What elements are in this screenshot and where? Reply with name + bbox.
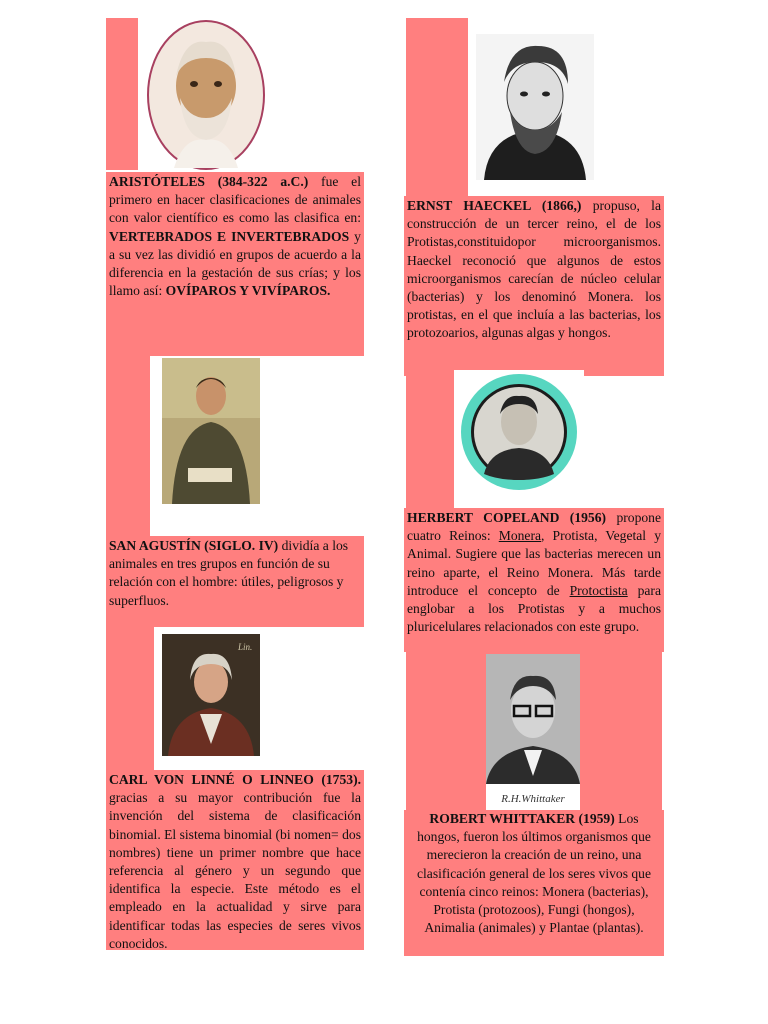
whittaker-text	[404, 810, 664, 956]
copeland-text-1: propone cuatro Reinos:	[407, 510, 661, 544]
aristoteles-text-1: fue el primero en hacer clasificaciones de animales con valor científico es como las clasifica en:	[109, 174, 361, 226]
whittaker-name: ROBERT WHITTAKER (1959)	[429, 811, 615, 826]
copeland-text-2: , Protista, Vegetal y Animal. Sugiere que las bacterias merecen un reino aparte, el Reino Monera. Más tarde introduce el concepto de	[407, 528, 661, 598]
aristoteles-text-2: y a su vez las dividió en grupos de acuerdo a la diferencia en la gestación de sus crías; y los llamo así:	[109, 228, 361, 299]
linneo-portrait	[162, 634, 260, 756]
right-strip-mid	[406, 370, 454, 510]
haeckel-name: ERNST HAECKEL (1866,)	[407, 198, 582, 213]
left-strip-top	[106, 18, 138, 170]
copeland-protoctista: Protoctista	[569, 582, 628, 598]
linneo-name: CARL VON LINNÉ O LINNEO (1753).	[109, 772, 361, 787]
agustin-text	[106, 536, 364, 627]
copeland-name: HERBERT COPELAND (1956)	[407, 510, 607, 525]
copeland-text-3: para englobar a los Protistas y a muchos pluricelulares relacionados con este grupo.	[407, 582, 661, 635]
aristoteles-portrait	[144, 18, 268, 172]
agustin-name: SAN AGUSTÍN (SIGLO. IV)	[109, 538, 279, 553]
haeckel-portrait	[476, 34, 594, 180]
linneo-text	[106, 770, 364, 950]
agustin-body: dividía a los animales en tres grupos en función de su relación con el hombre: útiles, peligrosos y superfluos.	[109, 538, 349, 608]
left-strip-mid	[106, 356, 150, 540]
haeckel-body: propuso, la construcción de un tercer reino, el de los Protistas,constituidopor microorganismos. Haeckel reconoció que algunos de estos microorganismos carecían de núcleo celular (bacterias) y los denominó Monera. los protistas, en el que incluía a las bacterias, los protozoarios, algunas algas y hongos.	[407, 198, 661, 341]
linneo-inscription: Lin.	[238, 642, 253, 652]
aristoteles-keyword-2: OVÍPAROS Y VIVÍPAROS.	[165, 283, 331, 299]
linneo-body: gracias a su mayor contribución fue la invención del sistema de clasificación binomial. El sistema binomial (bi nomen= dos nombres) tiene un primer nombre que hace referencia al género y un segundo que identifica la especie. Este método es el empleado en la actualidad y sirve para identificar todas las especies de seres vivos conocidos.	[109, 790, 361, 951]
whittaker-portrait	[486, 654, 580, 810]
copeland-monera: Monera	[498, 528, 542, 544]
aristoteles-text	[106, 172, 364, 356]
whittaker-signature: R.H.Whittaker	[501, 793, 565, 805]
agustin-portrait	[162, 358, 260, 504]
right-strip-top	[406, 18, 468, 198]
aristoteles-name: ARISTÓTELES (384-322 a.C.)	[109, 174, 309, 189]
copeland-text	[404, 508, 664, 652]
left-strip-low	[106, 627, 154, 772]
whittaker-body: Los hongos, fueron los últimos organismos que merecieron la creación de un reino, una clasificación general de los seres vivos que contenía cinco reinos: Monera (bacterias), Protista (protozoos), Fungi (hongos), Animalia (animales) y Plantae (plantas).	[416, 811, 652, 936]
copeland-portrait	[454, 370, 584, 510]
haeckel-text	[404, 196, 664, 376]
aristoteles-keyword-1: VERTEBRADOS E INVERTEBRADOS	[109, 228, 350, 244]
